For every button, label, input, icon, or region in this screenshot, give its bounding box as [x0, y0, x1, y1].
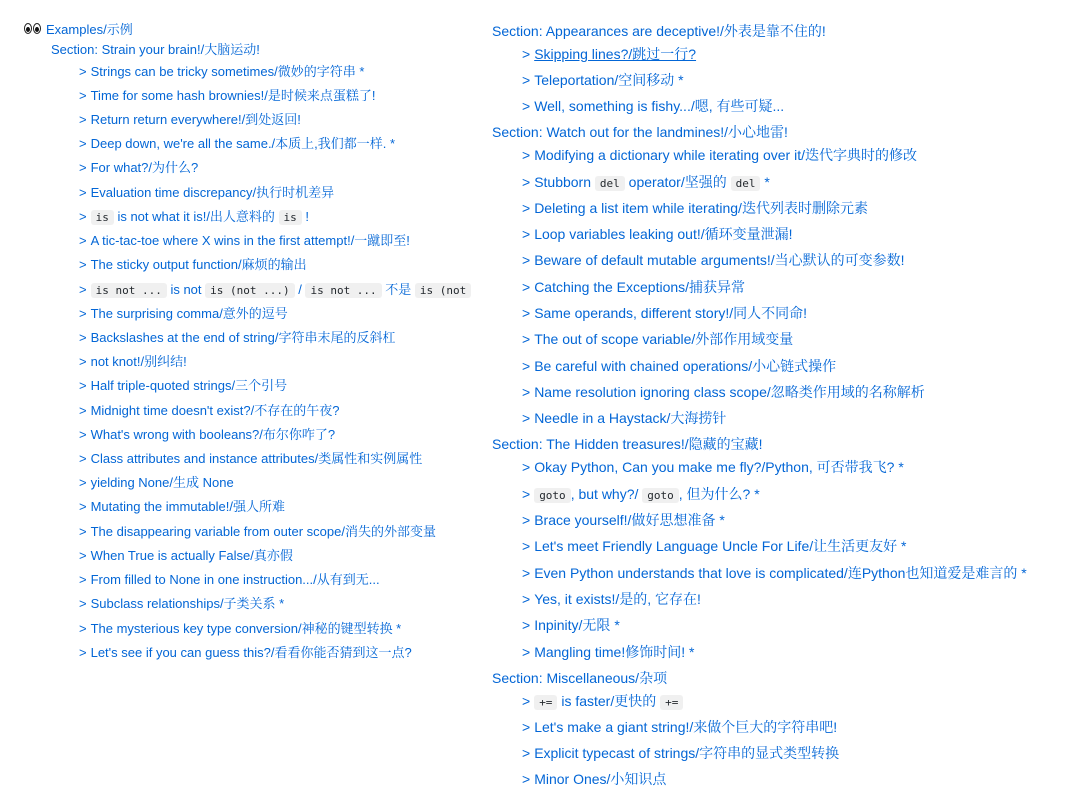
- item-link[interactable]: Name resolution ignoring class scope/忽略类作用域的名称解析: [534, 384, 925, 400]
- item-link[interactable]: is not ... is not is (not ...) / is not ... 不是 is (not: [91, 282, 472, 297]
- list-item: > Mangling time!修饰时间! *: [522, 644, 695, 660]
- list-item: > When True is actually False/真亦假: [79, 548, 293, 563]
- item-link[interactable]: Return return everywhere!/到处返回!: [90, 112, 301, 127]
- code-snippet: is not ...: [305, 283, 381, 298]
- section-strain-link[interactable]: Section: Strain your brain!/大脑运动!: [51, 42, 260, 57]
- list-item: > Strings can be tricky sometimes/微妙的字符串 *: [79, 64, 365, 79]
- item-link[interactable]: is is not what it is!/出人意料的 is !: [91, 209, 309, 224]
- section-appearances-link[interactable]: Section: Appearances are deceptive!/外表是靠不住的!: [492, 23, 826, 39]
- list-item: > The out of scope variable/外部作用域变量: [522, 331, 794, 347]
- code-snippet: is: [91, 210, 114, 225]
- item-link[interactable]: Catching the Exceptions/捕获异常: [534, 279, 746, 295]
- item-link[interactable]: Class attributes and instance attributes/类属性和实例属性: [90, 451, 423, 466]
- list-item: > Beware of default mutable arguments!/当心默认的可变参数!: [522, 252, 905, 268]
- list-item: > yielding None/生成 None: [79, 475, 234, 490]
- item-link[interactable]: Minor Ones/小知识点: [534, 771, 667, 787]
- item-link[interactable]: A tic-tac-toe where X wins in the first attempt!/一蹴即至!: [90, 233, 410, 248]
- list-item: > Let's see if you can guess this?/看看你能否猜到这一点?: [79, 645, 412, 660]
- code-snippet: is: [279, 210, 302, 225]
- list-item: > A tic-tac-toe where X wins in the first attempt!/一蹴即至!: [79, 233, 410, 248]
- list-item: > Inpinity/无限 *: [522, 617, 620, 633]
- item-link[interactable]: Okay Python, Can you make me fly?/Python, 可否带我飞? *: [534, 459, 904, 475]
- item-link[interactable]: What's wrong with booleans?/布尔你咋了?: [90, 427, 336, 442]
- item-link[interactable]: Explicit typecast of strings/字符串的显式类型转换: [534, 745, 840, 761]
- code-snippet: goto: [534, 488, 571, 503]
- list-item: > The mysterious key type conversion/神秘的键型转换 *: [79, 621, 402, 636]
- list-item: > Explicit typecast of strings/字符串的显式类型转换: [522, 745, 840, 761]
- code-snippet: is not ...: [91, 283, 167, 298]
- item-link-active[interactable]: Skipping lines?/跳过一行?: [534, 46, 697, 62]
- item-link[interactable]: Mangling time!修饰时间! *: [534, 644, 695, 660]
- item-link[interactable]: Let's meet Friendly Language Uncle For Life/让生活更友好 *: [534, 538, 907, 554]
- list-item: > Class attributes and instance attributes/类属性和实例属性: [79, 451, 423, 466]
- section-misc-heading: [492, 669, 667, 687]
- item-link[interactable]: yielding None/生成 None: [90, 475, 234, 490]
- list-item: > The sticky output function/麻烦的输出: [79, 257, 307, 272]
- section-misc-link[interactable]: Section: Miscellaneous/杂项: [492, 670, 668, 686]
- list-item: > Let's meet Friendly Language Uncle For Life/让生活更友好 *: [522, 538, 907, 554]
- list-item: > The surprising comma/意外的逗号: [79, 306, 288, 321]
- list-item: > Minor Ones/小知识点: [522, 771, 667, 787]
- item-link[interactable]: Beware of default mutable arguments!/当心默认的可变参数!: [534, 252, 905, 268]
- eyes-icon: [24, 23, 42, 35]
- list-item: > Subclass relationships/子类关系 *: [79, 596, 285, 611]
- list-item: > Even Python understands that love is complicated/连Python也知道爱是难言的 *: [522, 565, 1027, 581]
- section-hidden-link[interactable]: Section: The Hidden treasures!/隐藏的宝藏!: [492, 436, 763, 452]
- list-item: > goto , but why?/ goto , 但为什么? *: [522, 486, 760, 502]
- code-snippet: +=: [660, 695, 683, 710]
- list-item: > Time for some hash brownies!/是时候来点蛋糕了!: [79, 88, 376, 103]
- item-link[interactable]: Backslashes at the end of string/字符串末尾的反斜杠: [90, 330, 396, 345]
- section-hidden-heading: [492, 435, 763, 453]
- list-item: > Okay Python, Can you make me fly?/Python, 可否带我飞? *: [522, 459, 904, 475]
- item-link[interactable]: The sticky output function/麻烦的输出: [90, 257, 307, 272]
- list-item: > From filled to None in one instruction.../从有到无...: [79, 572, 380, 587]
- item-link[interactable]: The out of scope variable/外部作用域变量: [534, 331, 794, 347]
- list-item: > Loop variables leaking out!/循环变量泄漏!: [522, 226, 793, 242]
- item-link[interactable]: Evaluation time discrepancy/执行时机差异: [90, 185, 335, 200]
- list-item: > Teleportation/空间移动 *: [522, 72, 684, 88]
- list-item: > Catching the Exceptions/捕获异常: [522, 279, 746, 295]
- item-link[interactable]: The mysterious key type conversion/神秘的键型转换 *: [90, 621, 402, 636]
- list-item: > Return return everywhere!/到处返回!: [79, 112, 301, 127]
- item-link[interactable]: When True is actually False/真亦假: [90, 548, 293, 563]
- list-item: > Yes, it exists!/是的, 它存在!: [522, 591, 701, 607]
- list-item: > += is faster/更快的 +=: [522, 692, 683, 710]
- item-link[interactable]: Even Python understands that love is complicated/连Python也知道爱是难言的 *: [534, 565, 1027, 581]
- list-item: > Deep down, we're all the same./本质上,我们都一样. *: [79, 136, 396, 151]
- item-link[interactable]: Half triple-quoted strings/三个引号: [90, 378, 288, 393]
- item-link[interactable]: goto , but why?/ goto , 但为什么? *: [534, 486, 760, 502]
- item-link[interactable]: Be careful with chained operations/小心链式操作: [534, 358, 837, 374]
- list-item: > Skipping lines?/跳过一行?: [522, 46, 697, 62]
- item-link[interactable]: Well, something is fishy.../嗯, 有些可疑...: [534, 98, 785, 114]
- list-item: > Mutating the immutable!/强人所难: [79, 499, 285, 514]
- list-item: > Let's make a giant string!/来做个巨大的字符串吧!: [522, 719, 838, 735]
- list-item: > Deleting a list item while iterating/迭代列表时删除元素: [522, 200, 868, 216]
- list-item: > Modifying a dictionary while iterating over it/迭代字典时的修改: [522, 147, 917, 163]
- item-link[interactable]: Loop variables leaking out!/循环变量泄漏!: [534, 226, 793, 242]
- list-item: > is is not what it is!/出人意料的 is !: [79, 209, 310, 224]
- item-link[interactable]: Deleting a list item while iterating/迭代列表时删除元素: [534, 200, 868, 216]
- section-landmines-heading: [492, 123, 788, 141]
- item-link[interactable]: Subclass relationships/子类关系 *: [90, 596, 285, 611]
- item-link[interactable]: Time for some hash brownies!/是时候来点蛋糕了!: [90, 88, 376, 103]
- item-link[interactable]: Brace yourself!/做好思想准备 *: [534, 512, 725, 528]
- list-item: > Midnight time doesn't exist?/不存在的午夜?: [79, 403, 340, 418]
- item-link[interactable]: Needle in a Haystack/大海捞针: [534, 410, 727, 426]
- list-item: > Stubborn del operator/坚强的 del *: [522, 174, 770, 190]
- examples-link[interactable]: Examples/示例: [46, 22, 133, 37]
- item-link[interactable]: Midnight time doesn't exist?/不存在的午夜?: [90, 403, 340, 418]
- item-link[interactable]: Let's make a giant string!/来做个巨大的字符串吧!: [534, 719, 838, 735]
- section-appearances-heading: [492, 22, 826, 40]
- item-link[interactable]: Same operands, different story!/同人不同命!: [534, 305, 808, 321]
- item-link[interactable]: From filled to None in one instruction.../从有到无...: [90, 572, 380, 587]
- code-snippet: del: [731, 176, 761, 191]
- code-snippet: +=: [534, 695, 557, 710]
- list-item: > Be careful with chained operations/小心链式操作: [522, 358, 837, 374]
- list-item: > Name resolution ignoring class scope/忽略类作用域的名称解析: [522, 384, 925, 400]
- item-link[interactable]: Yes, it exists!/是的, 它存在!: [534, 591, 701, 607]
- item-link[interactable]: Modifying a dictionary while iterating over it/迭代字典时的修改: [534, 147, 917, 163]
- list-item: > For what?/为什么?: [79, 160, 199, 175]
- section-strain-heading: [51, 41, 260, 59]
- list-item: > is not ... is not is (not ...) / is not ... 不是 is (not: [79, 281, 471, 299]
- section-landmines-link[interactable]: Section: Watch out for the landmines!/小心地雷!: [492, 124, 788, 140]
- list-item: > Evaluation time discrepancy/执行时机差异: [79, 185, 335, 200]
- list-item: > Needle in a Haystack/大海捞针: [522, 410, 727, 426]
- item-link[interactable]: not knot!/别纠结!: [90, 354, 187, 369]
- item-link[interactable]: Strings can be tricky sometimes/微妙的字符串 *: [90, 64, 365, 79]
- code-snippet: is (not ...): [205, 283, 294, 298]
- item-link[interactable]: Deep down, we're all the same./本质上,我们都一样. *: [90, 136, 396, 151]
- list-item: > What's wrong with booleans?/布尔你咋了?: [79, 427, 336, 442]
- code-snippet: is (not: [415, 283, 471, 298]
- code-snippet: del: [595, 176, 625, 191]
- item-link[interactable]: Mutating the immutable!/强人所难: [90, 499, 285, 514]
- list-item: > Backslashes at the end of string/字符串末尾的反斜杠: [79, 330, 396, 345]
- list-item: > not knot!/别纠结!: [79, 354, 187, 369]
- item-link[interactable]: Let's see if you can guess this?/看看你能否猜到这一点?: [90, 645, 412, 660]
- list-item: > The disappearing variable from outer scope/消失的外部变量: [79, 524, 436, 539]
- list-item: > Brace yourself!/做好思想准备 *: [522, 512, 725, 528]
- item-link[interactable]: Stubborn del operator/坚强的 del *: [534, 174, 770, 190]
- item-link[interactable]: The surprising comma/意外的逗号: [90, 306, 288, 321]
- root-entry: [24, 21, 133, 39]
- item-link[interactable]: For what?/为什么?: [90, 160, 199, 175]
- list-item: > Well, something is fishy.../嗯, 有些可疑...: [522, 98, 785, 114]
- code-snippet: goto: [642, 488, 679, 503]
- item-link[interactable]: Inpinity/无限 *: [534, 617, 620, 633]
- list-item: > Same operands, different story!/同人不同命!: [522, 305, 808, 321]
- item-link[interactable]: The disappearing variable from outer scope/消失的外部变量: [90, 524, 436, 539]
- list-item: > Half triple-quoted strings/三个引号: [79, 378, 288, 393]
- item-link[interactable]: += is faster/更快的 +=: [534, 693, 683, 709]
- item-link[interactable]: Teleportation/空间移动 *: [534, 72, 684, 88]
